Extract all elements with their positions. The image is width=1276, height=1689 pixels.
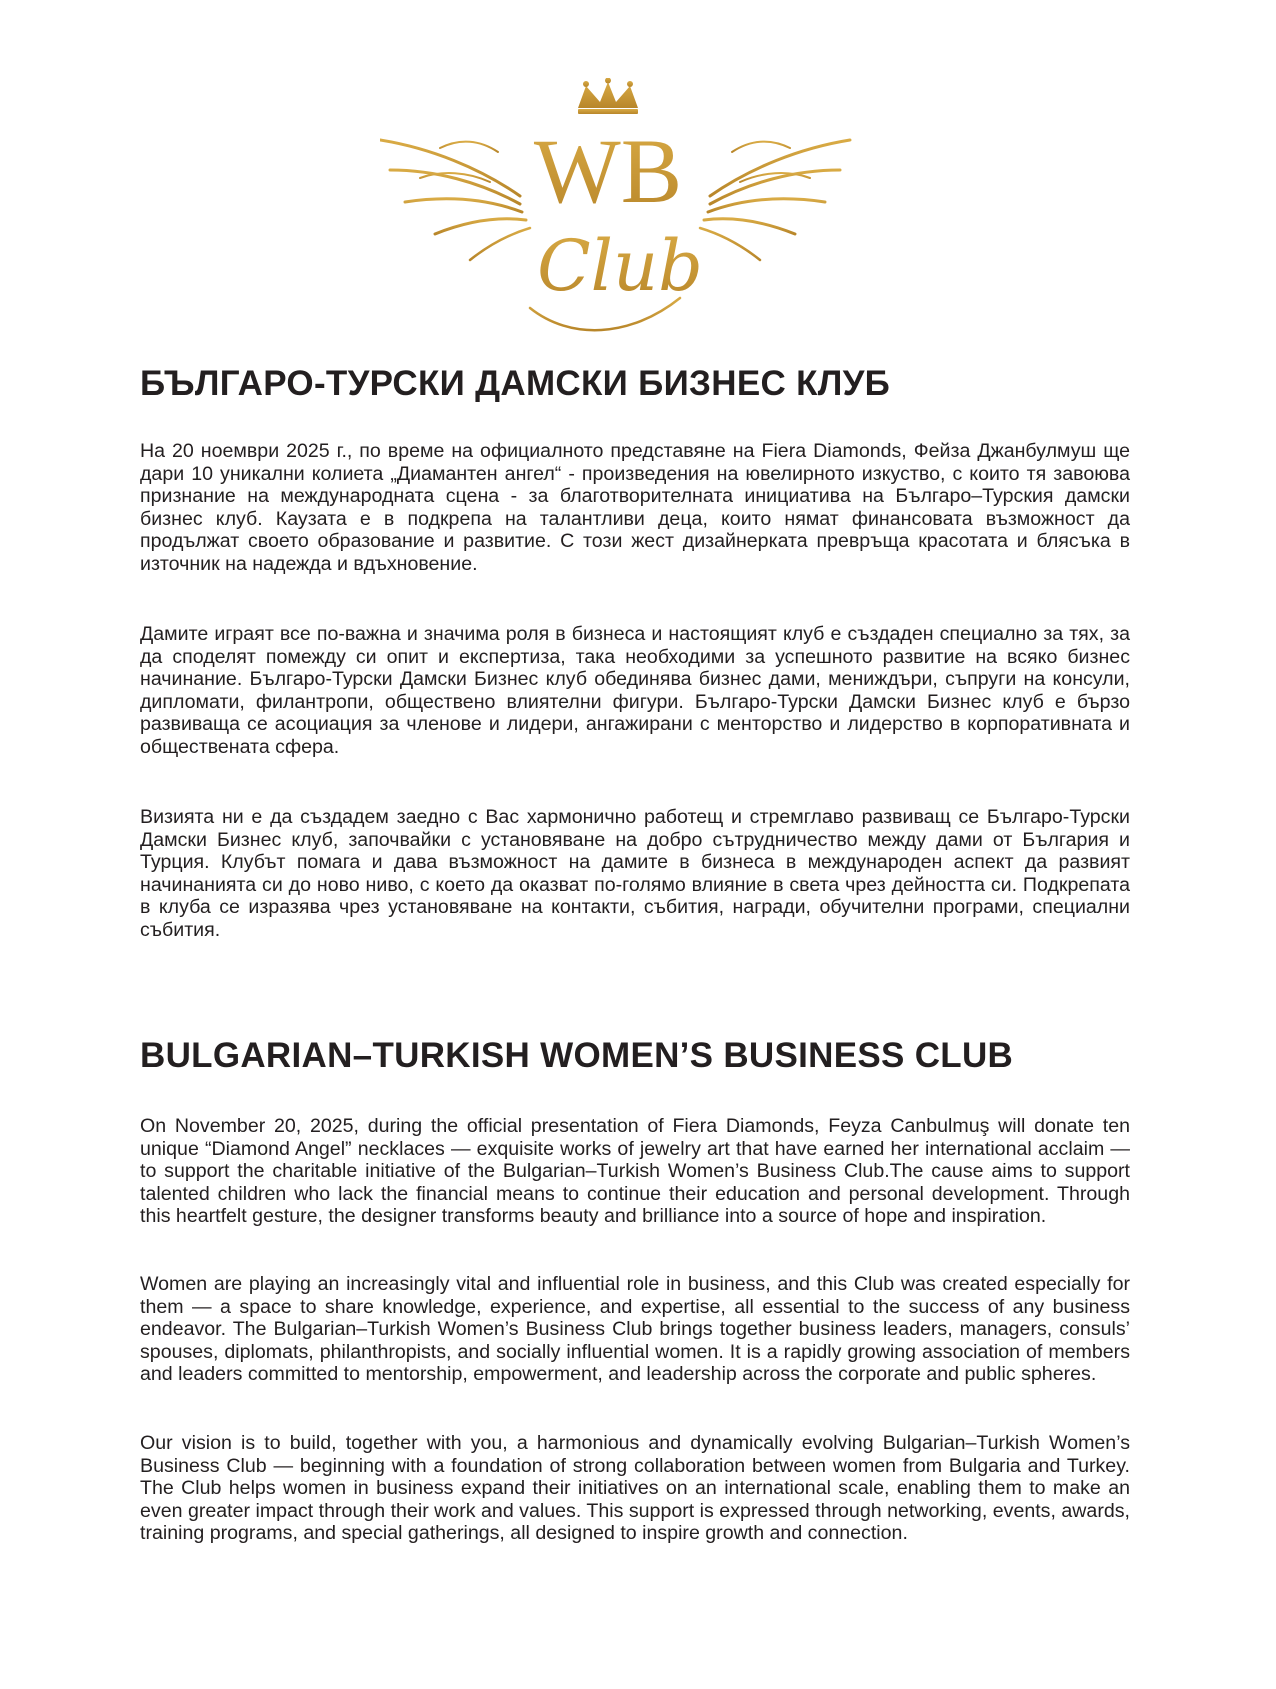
bulgarian-paragraph-1: На 20 ноември 2025 г., по време на официалното представяне на Fiera Diamonds, Фейза Джанбулмуш ще дари 10 уникални колиета „Диамантен ангел“ - произведения на ювелирното изкуство, с които тя завоюва признание на международната сцена - за благотворителната инициатива на Българо–Турския дамски бизнес клуб. Каузата е в подкрепа на талантливи деца, които нямат финансовата възможност да продължат своето образование и развитие. С този жест дизайнерката превръща красотата и блясъка в източник на надежда и вдъхновение. <box>140 440 1130 575</box>
english-heading: BULGARIAN–TURKISH WOMEN’S BUSINESS CLUB <box>140 1036 1014 1075</box>
right-wing-icon <box>700 140 850 260</box>
left-wing-icon <box>380 140 530 260</box>
bulgarian-heading: БЪЛГАРО-ТУРСКИ ДАМСКИ БИЗНЕС КЛУБ <box>140 364 891 403</box>
english-paragraph-3: Our vision is to build, together with you, a harmonious and dynamically evolving Bulgarian–Turkish Women’s Business Club — beginning with a foundation of strong collaboration between women from Bulgaria and Turkey. The Club helps women in business expand their initiatives on an international scale, enabling them to make an even greater impact through their work and values. This support is expressed through networking, events, awards, training programs, and special gatherings, all designed to inspire growth and connection. <box>140 1432 1130 1545</box>
wb-club-logo <box>380 78 896 340</box>
logo-monogram: WB <box>533 120 683 222</box>
crown-icon <box>578 78 638 114</box>
logo-script: Club <box>537 225 703 307</box>
english-paragraph-1: On November 20, 2025, during the official presentation of Fiera Diamonds, Feyza Canbulmuş will donate ten unique “Diamond Angel” necklaces — exquisite works of jewelry art that have earned her international acclaim — to support the charitable initiative of the Bulgarian–Turkish Women’s Business Club.The cause aims to support talented children who lack the financial means to continue their education and personal development. Through this heartfelt gesture, the designer transforms beauty and brilliance into a source of hope and inspiration. <box>140 1115 1130 1228</box>
bulgarian-paragraph-3: Визията ни е да създадем заедно с Вас хармонично работещ и стремглаво развиващ се Българо-Турски Дамски Бизнес клуб, започвайки с установяване на добро сътрудничество между дами от България и Турция. Клубът помага и дава възможност на дамите в бизнеса в международен аспект да развият начинанията си до ново ниво, с което да оказват по-голямо влияние в света чрез дейността си. Подкрепата в клуба се изразява чрез установяване на контакти, събития, награди, обучителни програми, специални събития. <box>140 806 1130 941</box>
english-paragraph-2: Women are playing an increasingly vital and influential role in business, and this Club was created especially for them — a space to share knowledge, experience, and expertise, all essential to the success of any business endeavor. The Bulgarian–Turkish Women’s Business Club brings together business leaders, managers, consuls’ spouses, diplomats, philanthropists, and socially influential women. It is a rapidly growing association of members and leaders committed to mentorship, empowerment, and leadership across the corporate and public spheres. <box>140 1273 1130 1386</box>
bulgarian-paragraph-2: Дамите играят все по-важна и значима роля в бизнеса и настоящият клуб е създаден специално за тях, за да споделят помежду си опит и експертиза, така необходими за успешното развитие на всяко бизнес начинание. Българо-Турски Дамски Бизнес клуб обединява бизнес дами, мениждъри, съпруги на консули, дипломати, филантропи, обществено влиятелни фигури. Българо-Турски Дамски Бизнес клуб е бързо развиваща се асоциация за членове и лидери, ангажирани с менторство и лидерство в корпоративната и обществената сфера. <box>140 623 1130 758</box>
